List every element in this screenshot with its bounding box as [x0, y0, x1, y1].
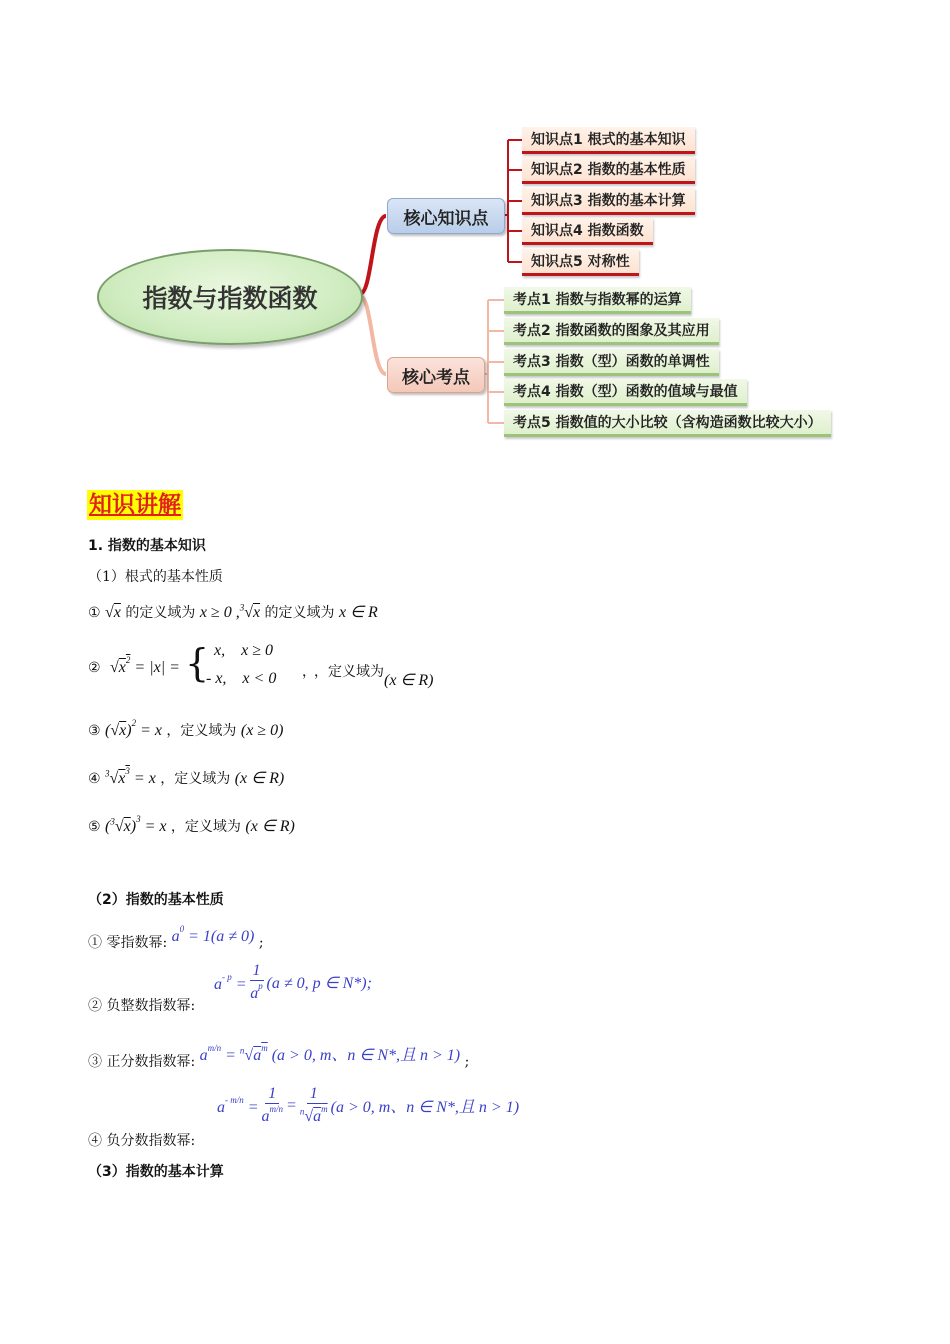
- section-title-1: 1. 指数的基本知识: [88, 538, 206, 554]
- section-heading: 知识讲解: [89, 491, 181, 518]
- subsection-exponent-properties: （2）指数的基本性质: [88, 892, 224, 908]
- knowledge-point-4: 知识点4 指数函数: [522, 218, 653, 245]
- zero-exponent: ① 零指数幂: $a^0 = 1(a \ne 0)$ ;: [88, 924, 264, 951]
- positive-fraction-exponent: ③ 正分数指数幂: $a^{m/n} = ^n√a^m$ (a > 0, m、n ∈ N*,且 n > 1) ;: [88, 1043, 470, 1070]
- exam-point-3: 考点3 指数（型）函数的单调性: [504, 349, 719, 376]
- knowledge-point-2: 知识点2 指数的基本性质: [522, 157, 695, 184]
- knowledge-point-3: 知识点3 指数的基本计算: [522, 188, 695, 215]
- radical-property-1: ① √x 的定义域为 x ≥ 0 ,$^3$√x 的定义域为 x ∈ R: [88, 602, 378, 621]
- branch-core-knowledge: 核心知识点: [387, 198, 505, 234]
- mindmap-root: 指数与指数函数: [97, 249, 363, 345]
- negative-integer-exponent-label: ② 负整数指数幂:: [88, 998, 196, 1014]
- radical-property-5: ⑤ $(^3√x)^3 = x$ ，定义域为 (x ∈ R): [88, 814, 295, 835]
- branch-core-exam-points: 核心考点: [387, 357, 485, 393]
- exam-point-5: 考点5 指数值的大小比较（含构造函数比较大小）: [504, 410, 831, 437]
- exam-point-2: 考点2 指数函数的图象及其应用: [504, 318, 719, 345]
- knowledge-point-5: 知识点5 对称性: [522, 249, 639, 276]
- negative-fraction-exponent-formula: $a^{- m/n}$ = $\frac{1}{a^{m/n}}$ = $\frac{1}{^n√a^m}$ (a > 0, m、n ∈ N*,且 n > 1): [217, 1085, 520, 1125]
- exam-point-4: 考点4 指数（型）函数的值域与最值: [504, 379, 747, 406]
- exam-point-1: 考点1 指数与指数幂的运算: [504, 287, 691, 314]
- negative-integer-exponent-formula: $a^{- p}$ = $\frac{1}{a^p}$ (a ≠ 0, p ∈ N*);: [214, 962, 372, 1002]
- radical-property-3: ③ $(√x)^2 = x$ ，定义域为 (x ≥ 0): [88, 718, 284, 739]
- subsection-radical-properties: （1）根式的基本性质: [88, 569, 223, 585]
- subsection-exponent-calculation: （3）指数的基本计算: [88, 1164, 224, 1180]
- radical-property-4: ④ $^3√x^3 = x$ ，定义域为 (x ∈ R): [88, 766, 285, 787]
- negative-fraction-exponent-label: ④ 负分数指数幂:: [88, 1133, 196, 1149]
- knowledge-point-1: 知识点1 根式的基本知识: [522, 127, 695, 154]
